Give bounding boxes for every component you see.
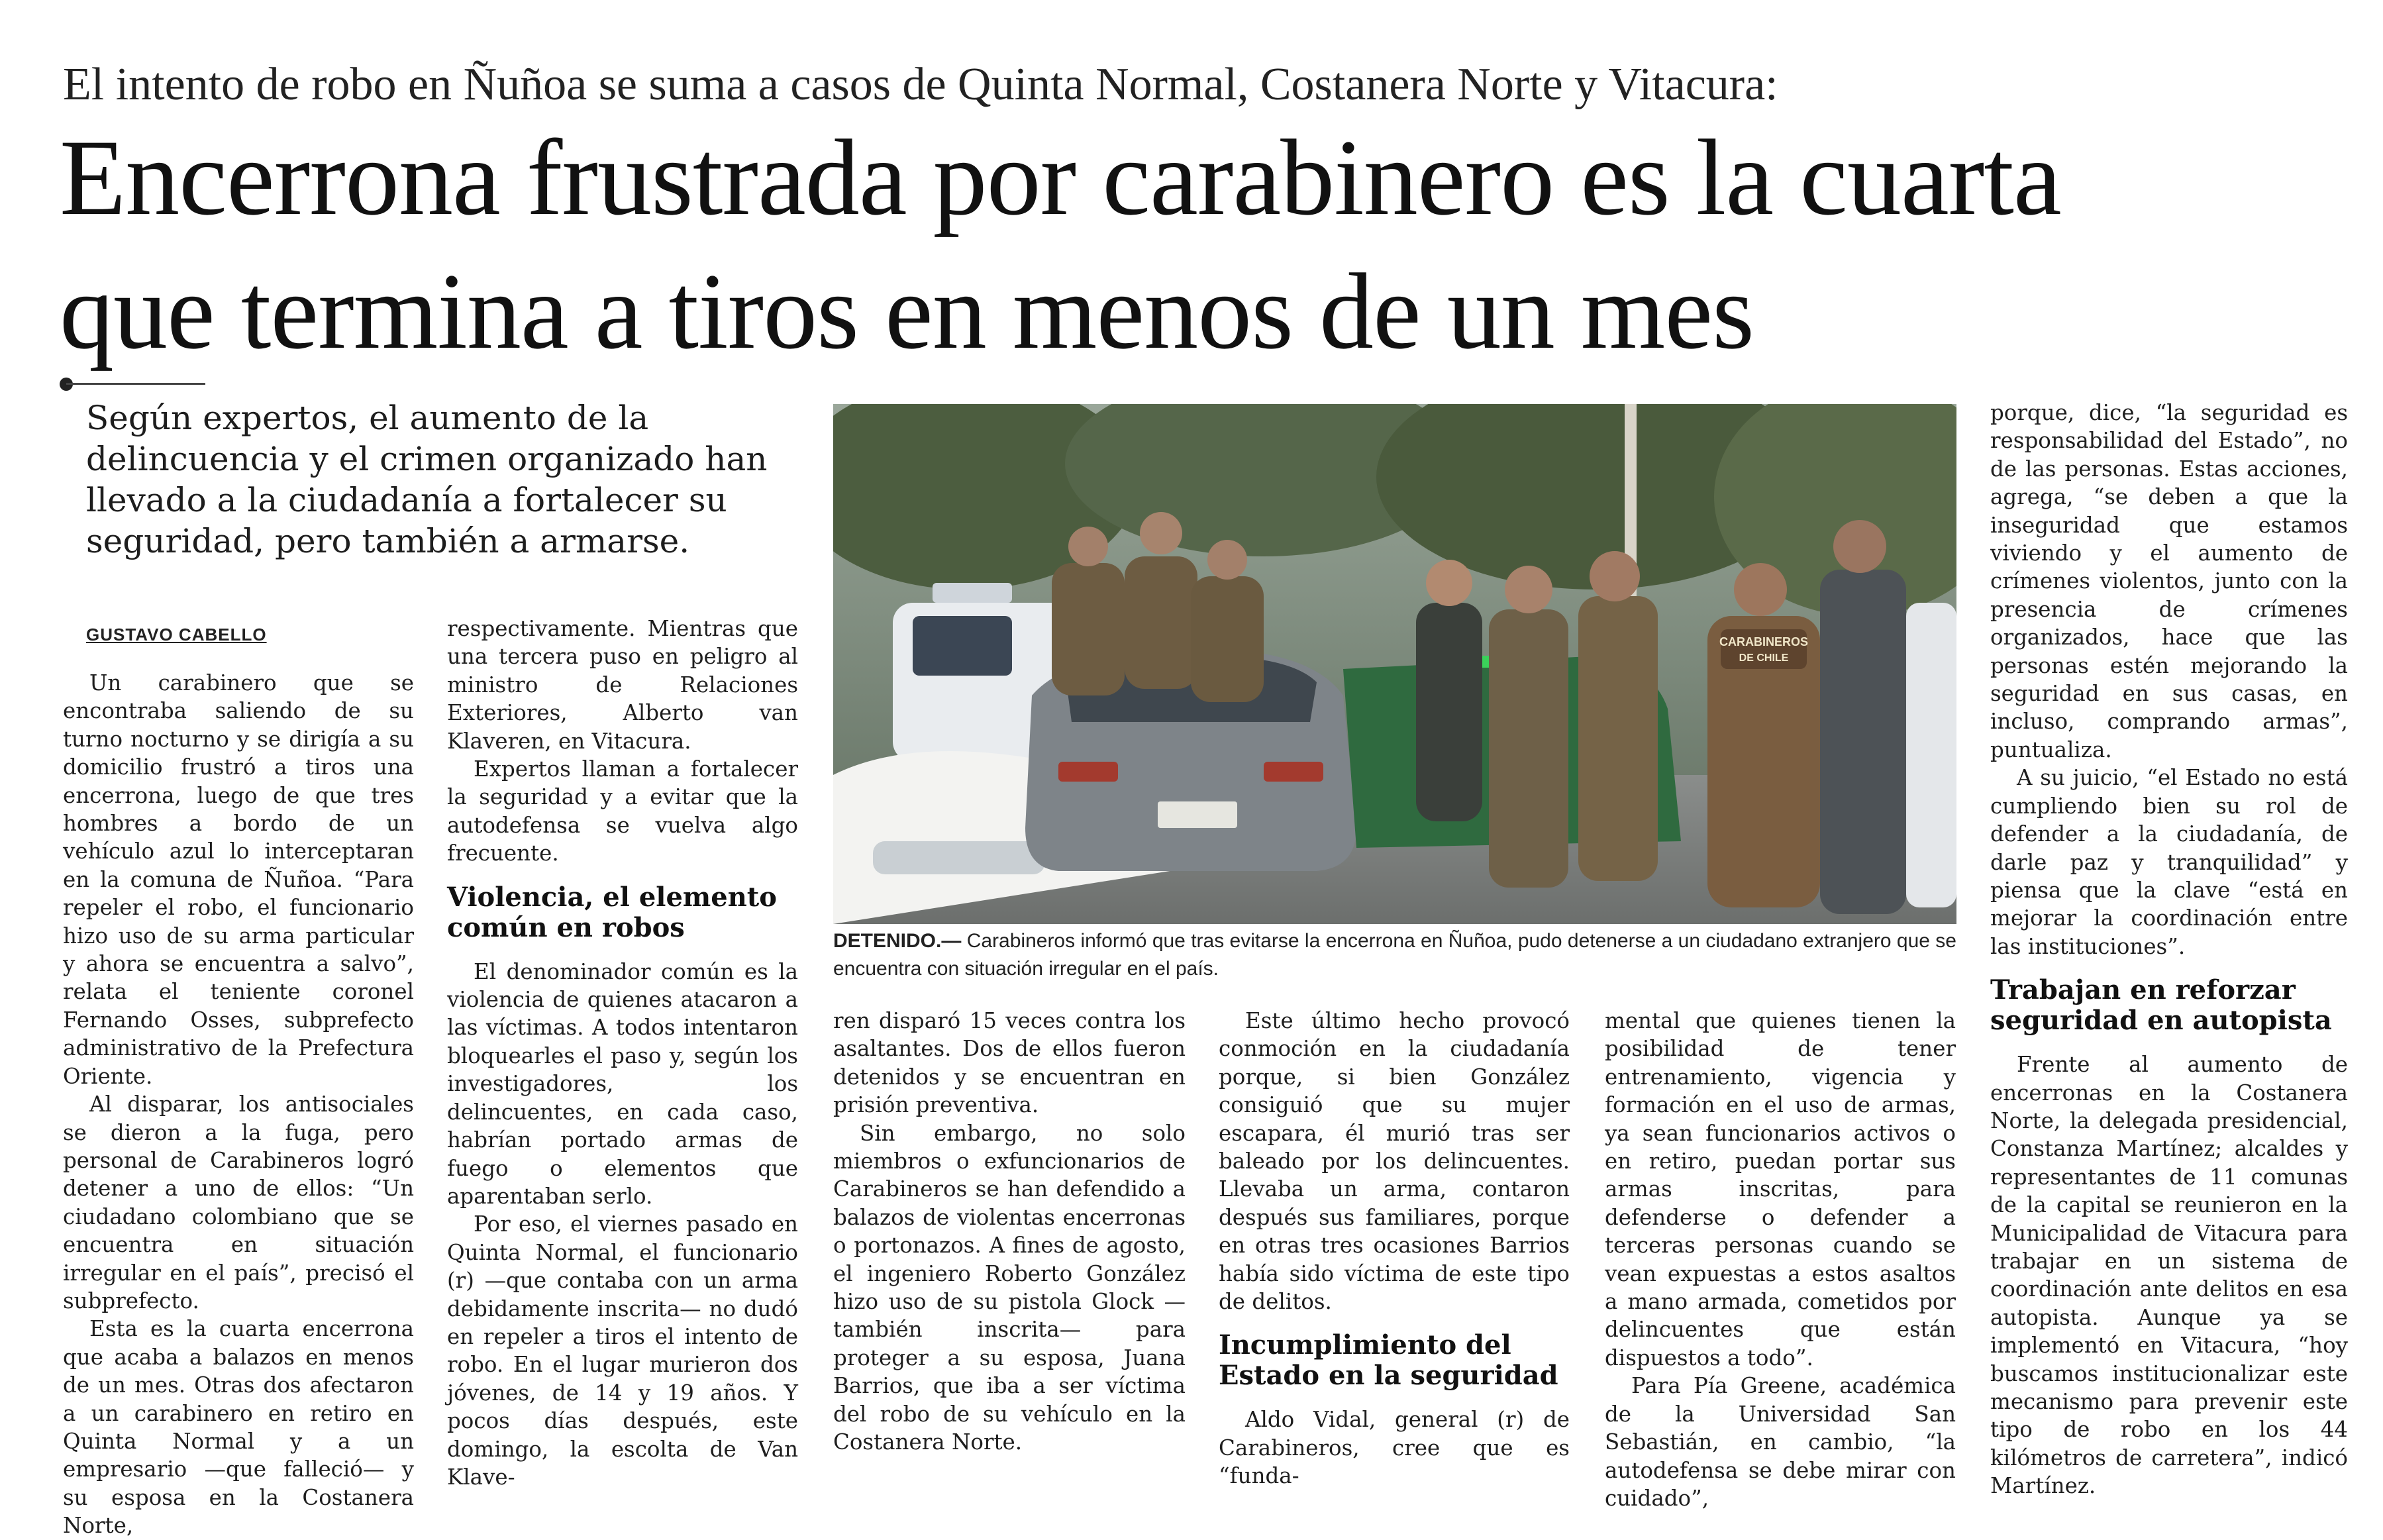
paragraph: porque, dice, “la seguridad es responsabilidad del Estado”, no de las personas. Estas acciones, agrega, “se deben a que la inseguridad que estamos viviendo y el aumento de crímenes violentos, junto con la presencia de crímenes organizados, hace que las personas estén mejorando la seguridad en sus casas, en incluso, comprando armas”, puntualiza. [1990, 400, 2348, 762]
caption-text: Carabineros informó que tras evitarse la encerrona en Ñuñoa, pudo detenerse a un ciudadano extranjero que se encuentra con situación irregular en el país. [833, 930, 1956, 980]
paragraph: A su juicio, “el Estado no está cumpliendo bien su rol de defender a la ciudadanía, de darle paz y tranquilidad” y piensa que la clave “está en mejorar la coordinación entre las instituciones”. [1990, 765, 2348, 959]
badge-text-1: CARABINEROS [1719, 635, 1809, 648]
paragraph: Este último hecho provocó conmoción en la ciudadanía porque, si bien González consiguió que su mujer escapara, él murió tras ser baleado por los delincuentes. Llevaba un arma, contaron después sus familiares, porque en otras tres ocasiones Barrios había sido víctima de este tipo de delitos. [1219, 1008, 1570, 1315]
paragraph: El denominador común es la violencia de quienes atacaron a las víctimas. A todos intentaron bloquearles el paso y, según los investigadores, los delincuentes, en cada caso, habrían portado armas de fuego o elementos que aparentaban serlo. [447, 958, 798, 1209]
paragraph: Esta es la cuarta encerrona que acaba a balazos en menos de un mes. Otras dos afectaron a un carabinero en retiro en Quinta Normal y a un empresario —que falleció— y su esposa en la Costanera Norte, [63, 1316, 414, 1539]
column-3 [833, 1007, 1186, 1457]
column-6 [1990, 399, 2348, 1500]
paragraph: Frente al aumento de encerronas en la Costanera Norte, la delegada presidencial, Constanza Martínez; alcaldes y representantes de 11 comunas de la capital se reunieron en la Municipalidad de Vitacura para trabajar en un sistema de coordinación ante delitos en esa autopista. Aunque ya se implementó en Vitacura, “hoy buscamos institucionalizar este mecanismo para prevenir este tipo de robo en los 44 kilómetros de carretera”, indicó Martínez. [1990, 1052, 2348, 1499]
paragraph: Aldo Vidal, general (r) de Carabineros, cree que es “funda- [1219, 1407, 1570, 1489]
paragraph: Por eso, el viernes pasado en Quinta Normal, el funcionario (r) —que contaba con un arma debidamente inscrita— no dudó en repeler a tiros el intento de robo. En el lugar murieron dos jóvenes, de 14 y 19 años. Y pocos días después, este domingo, la escolta de Van Klave- [447, 1211, 798, 1490]
paragraph: Expertos llaman a fortalecer la seguridad y a evitar que la autodefensa se vuelva algo frecuente. [447, 756, 798, 866]
subheading: Trabajan en reforzar seguridad en autopista [1990, 974, 2332, 1037]
paragraph: ren disparó 15 veces contra los asaltantes. Dos de ellos fueron detenidos y se encuentran en prisión preventiva. [833, 1008, 1186, 1118]
column-1 [63, 669, 414, 1540]
headline [60, 111, 2331, 379]
subheading: Violencia, el elemento común en robos [447, 881, 777, 943]
photo-illustration [833, 404, 1956, 924]
paragraph: Un carabinero que se encontraba saliendo de su turno nocturno y se dirigía a su domicilio frustró a tiros una encerrona, luego de que tres hombres a bordo de un vehículo azul lo interceptaran en la comuna de Ñuñoa. “Para repeler el robo, el funcionario hizo uso de su arma particular y ahora se encuentra a salvo”, relata el teniente coronel Fernando Osses, subprefecto administrativo de la Prefectura Oriente. [63, 670, 414, 1089]
photo-caption [833, 927, 1956, 983]
paragraph: Al disparar, los antisociales se dieron a la fuga, pero personal de Carabineros logró detener a uno de ellos: “Un ciudadano colombiano que se encuentra en situación irregular en el país”, precisó el subprefecto. [63, 1092, 414, 1313]
headline-line-2: que termina a tiros en menos de un mes [60, 252, 1754, 372]
kicker: El intento de robo en Ñuñoa se suma a casos de Quinta Normal, Costanera Norte y Vitacura: [63, 59, 1778, 110]
news-photo [833, 404, 1956, 924]
rule-line [66, 383, 205, 385]
column-5 [1605, 1007, 1956, 1512]
caption-label: DETENIDO.— [833, 930, 962, 952]
column-2 [447, 615, 798, 1491]
headline-line-1: Encerrona frustrada por carabinero es la cuarta [60, 118, 2061, 238]
paragraph: Para Pía Greene, académica de la Universidad San Sebastián, en cambio, “la autodefensa se debe mirar con cuidado”, [1605, 1373, 1956, 1511]
paragraph: Sin embargo, no solo miembros o exfuncionarios de Carabineros se han defendido a balazos de violentas encerronas o portonazos. A fines de agosto, el ingeniero Roberto González hizo uso de su pistola Glock —también inscrita— para proteger a su esposa, Juana Barrios, que iba a ser víctima del robo de su vehículo en la Costanera Norte. [833, 1120, 1186, 1455]
column-4 [1219, 1007, 1570, 1490]
paragraph: mental que quienes tienen la posibilidad de tener entrenamiento, vigencia y formación en el uso de armas, ya sean funcionarios activos o en retiro, puedan portar sus armas inscritas, para defenderse o defender a terceras personas cuando se vean expuestas a estos asaltos a mano armada, cometidos por delincuentes que están dispuestos a todo”. [1605, 1008, 1956, 1370]
byline: GUSTAVO CABELLO [86, 625, 267, 644]
badge-text-2: DE CHILE [1739, 652, 1789, 664]
paragraph: respectivamente. Mientras que una tercera puso en peligro al ministro de Relaciones Exteriores, Alberto van Klaveren, en Vitacura. [447, 616, 798, 754]
lead-paragraph: Según expertos, el aumento de la delincuencia y el crimen organizado han llevado a la ciudadanía a fortalecer su seguridad, pero también a armarse. [86, 399, 768, 560]
subheading: Incumplimiento del Estado en la seguridad [1219, 1329, 1558, 1392]
